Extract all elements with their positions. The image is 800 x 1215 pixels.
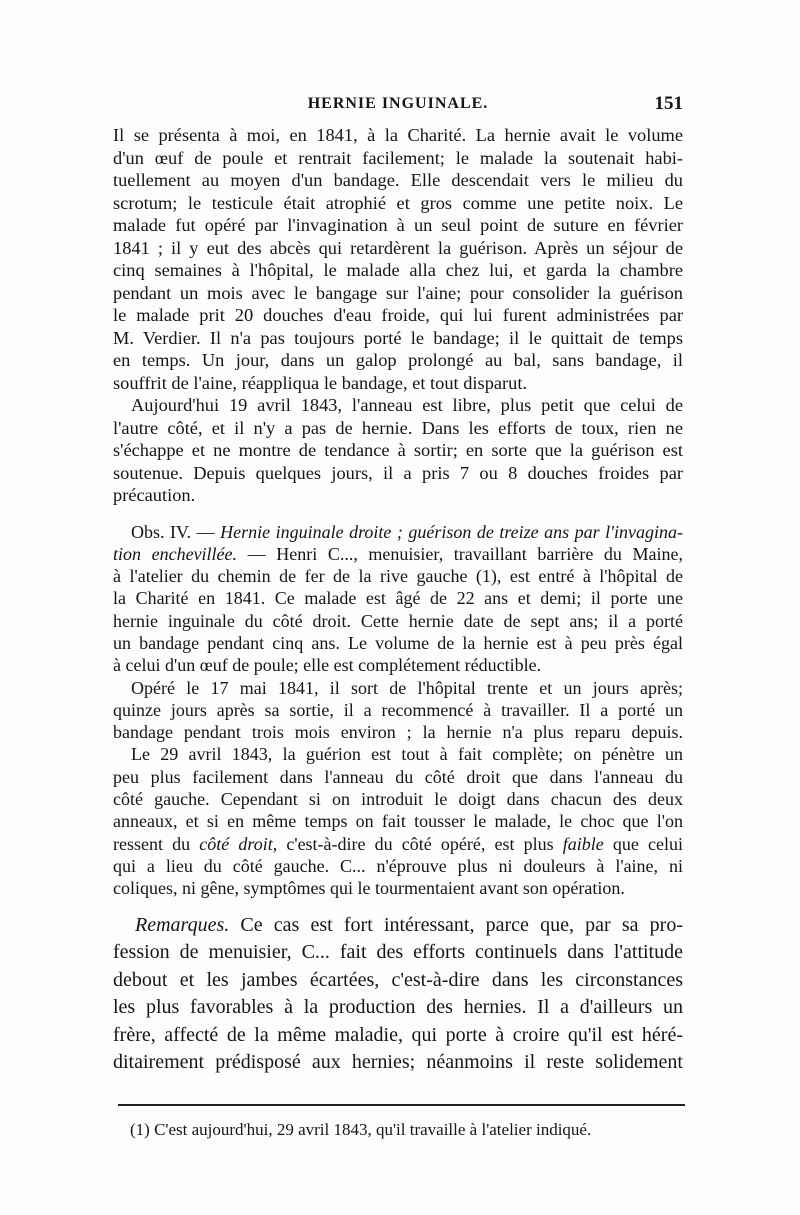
text-line: coliques, ni gêne, symptômes qui le tourmentaient avant son opération.	[113, 878, 625, 899]
page-header	[113, 95, 683, 121]
text-line: s'échappe et ne montre de tendance à sortir; en sorte que la guérison est	[113, 440, 683, 460]
italic-segment: faible	[562, 833, 604, 854]
text-line: Le 29 avril 1843, la guérion est tout à fait complète; on pénètre un	[131, 744, 683, 765]
text-line: bandage pendant trois mois environ ; la hernie n'a plus reparu depuis.	[113, 722, 683, 743]
text-line: fession de menuisier, C... fait des efforts continuels dans l'attitude	[113, 941, 683, 964]
obs-title-cont: tion enchevillée.	[113, 543, 238, 564]
paragraph-2	[113, 394, 683, 507]
observation-iv	[113, 521, 683, 900]
text-line	[113, 912, 683, 940]
running-title: HERNIE INGUINALE.	[307, 95, 489, 112]
text-line: peu plus facilement dans l'anneau du côté droit que dans l'anneau du	[113, 766, 683, 787]
text-line: la Charité en 1841. Ce malade est âgé de 22 ans et demi; il porte une	[113, 588, 683, 609]
text-line: Il se présenta à moi, en 1841, à la Charité. La hernie avait le volume	[113, 125, 683, 145]
text-line: frère, affecté de la même maladie, qui porte à croire qu'il est héré-	[113, 1023, 683, 1046]
text-line	[113, 543, 683, 565]
footnote: (1) C'est aujourd'hui, 29 avril 1843, qu'il travaille à l'atelier indiqué.	[130, 1120, 592, 1139]
text-line: Opéré le 17 mai 1841, il sort de l'hôpital trente et un jours après;	[131, 677, 683, 698]
text-line: en temps. Un jour, dans un galop prolongé au bal, sans bandage, il	[113, 350, 683, 370]
obs-title: Hernie inguinale droite ; guérison de treize ans par l'invagina-	[220, 521, 683, 542]
text-line: soutenue. Depuis quelques jours, il a pris 7 ou 8 douches froides par	[113, 462, 683, 483]
obs-title-line	[113, 521, 683, 543]
text-line: cinq semaines à l'hôpital, le malade alla chez lui, et garda la chambre	[113, 260, 683, 280]
text-line: scrotum; le testicule était atrophié et gros comme une petite noix. Le	[113, 192, 683, 213]
text-line: à celui d'un œuf de poule; elle est complétement réductible.	[113, 655, 542, 676]
page-body	[113, 124, 683, 1077]
text-segment: Ce cas est fort intéressant, parce que, par sa pro-	[229, 913, 683, 936]
text-segment: ressent du	[113, 833, 200, 854]
text-line: hernie inguinale du côté droit. Cette hernie date de sept ans; il a porté	[113, 610, 683, 631]
footnote-rule	[118, 1104, 685, 1106]
text-line: un bandage pendant cinq ans. Le volume de la hernie est à peu près égal	[113, 632, 683, 653]
text-line: 1841 ; il y eut des abcès qui retardèrent la guérison. Après un séjour de	[113, 237, 683, 258]
text-line: anneaux, et si en même temps on fait tousser le malade, le choc que l'on	[113, 811, 683, 832]
text-line: malade fut opéré par l'invagination à un seul point de suture en février	[113, 215, 683, 235]
text-line: pendant un mois avec le bangage sur l'aine; pour consolider la guérison	[113, 282, 683, 303]
text-line: Aujourd'hui 19 avril 1843, l'anneau est libre, plus petit que celui de	[131, 395, 683, 415]
text-line: le malade prit 20 douches d'eau froide, qui lui furent administrées par	[113, 305, 683, 325]
text-line: l'autre côté, et il n'y a pas de hernie. Dans les efforts de toux, rien ne	[113, 417, 683, 438]
text-line: les plus favorables à la production des hernies. Il a d'ailleurs un	[113, 996, 683, 1019]
text-line: côté gauche. Cependant si on introduit le doigt dans chacun des deux	[113, 789, 683, 810]
text-line: quinze jours après sa sortie, il a recommencé à travailler. Il a porté un	[113, 699, 683, 720]
text-line: M. Verdier. Il n'a pas toujours porté le bandage; il le quittait de temps	[113, 327, 683, 348]
paragraph-1	[113, 124, 683, 394]
text-segment: que celui	[603, 833, 683, 854]
text-line: souffrit de l'aine, réappliqua le bandage, et tout disparut.	[113, 372, 528, 393]
text-line: debout et les jambes écartées, c'est-à-dire dans les circonstances	[113, 968, 683, 991]
obs-line-rest: — Henri C..., menuisier, travaillant barrière du Maine,	[237, 543, 683, 564]
text-line: tuellement au moyen d'un bandage. Elle descendait vers le milieu du	[113, 170, 683, 190]
text-line: à l'atelier du chemin de fer de la rive gauche (1), est entré à l'hôpital de	[113, 566, 683, 587]
page-number: 151	[654, 93, 683, 114]
text-line	[113, 833, 683, 855]
remarques-paragraph	[113, 912, 683, 1077]
obs-label: Obs. IV. —	[131, 521, 221, 542]
text-line: ditairement prédisposé aux hernies; néanmoins il reste solidement	[113, 1051, 683, 1074]
text-line: précaution.	[113, 485, 196, 505]
text-line: d'un œuf de poule et rentrait facilement; le malade la soutenait habi-	[113, 147, 683, 168]
italic-segment: côté droit	[199, 833, 273, 854]
text-line: qui a lieu du côté gauche. C... n'éprouve plus ni douleurs à l'aine, ni	[113, 855, 683, 876]
remarques-label: Remarques.	[135, 913, 230, 936]
text-segment: , c'est-à-dire du côté opéré, est plus	[272, 833, 563, 854]
